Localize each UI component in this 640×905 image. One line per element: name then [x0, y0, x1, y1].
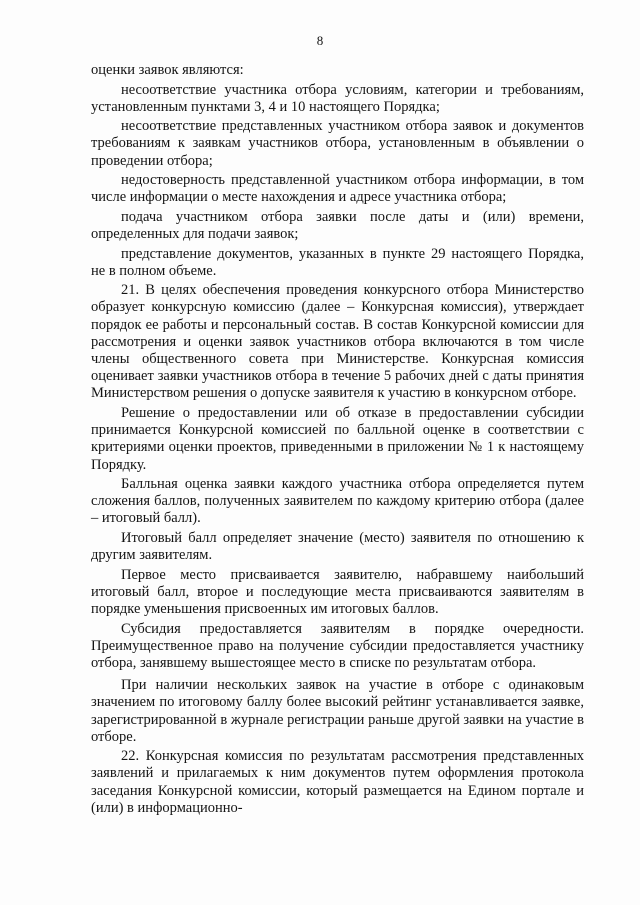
document-body — [91, 62, 584, 819]
paragraph-place-assignment: Первое место присваивается заявителю, набравшему наибольший итоговый балл, второе и последующие места присваиваются заявителям в порядке уменьшения присвоенных им итоговых баллов. — [91, 566, 584, 618]
page-number: 8 — [316, 33, 324, 48]
paragraph-final-score-rank: Итоговый балл определяет значение (место) заявителя по отношению к другим заявителям. — [91, 529, 584, 564]
paragraph-intro-continuation: оценки заявок являются: — [91, 62, 244, 78]
paragraph-decision-scoring: Решение о предоставлении или об отказе в предоставлении субсидии принимается Конкурсной комиссией по балльной оценке в соответствии с критериями оценки проектов, приведенными в приложении № 1 к настоящему Порядку. — [91, 404, 584, 473]
paragraph-clause-21: 21. В целях обеспечения проведения конкурсного отбора Министерство образует конкурсную комиссию (далее – Конкурсная комиссия), утверждает порядок ее работы и персональный состав. В состав Конкурсной комиссии для рассмотрения и оценки заявок участников отбора включаются в том числе члены общественного совета при Министерстве. Конкурсная комиссия оценивает заявки участников отбора в течение 5 рабочих дней с даты принятия Министерством решения о допуске заявителя к участию в конкурсном отборе. — [91, 282, 584, 402]
paragraph-reason-late-submission: подача участником отбора заявки после даты и (или) времени, определенных для подачи заявок; — [91, 208, 584, 243]
paragraph-reason-incomplete-documents: представление документов, указанных в пункте 29 настоящего Порядка, не в полном объеме. — [91, 245, 584, 279]
paragraph-reason-noncompliance-documents: несоответствие представленных участником отбора заявок и документов требованиям к заявкам участников отбора, установленным в объявлении о проведении отбора; — [91, 118, 584, 169]
paragraph-score-summation: Балльная оценка заявки каждого участника отбора определяется путем сложения баллов, полученных заявителем по каждому критерию отбора (далее – итоговый балл). — [91, 476, 584, 527]
paragraph-reason-noncompliance-participant: несоответствие участника отбора условиям, категории и требованиям, установленным пунктами 3, 4 и 10 настоящего Порядка; — [91, 81, 584, 115]
paragraph-clause-22: 22. Конкурсная комиссия по результатам рассмотрения представленных заявлений и прилагаемых к ним документов путем оформления протокола заседания Конкурсной комиссии, который размещается на Едином портале и (или) в информационно- — [91, 748, 584, 816]
paragraph-equal-score-rule: При наличии нескольких заявок на участие в отборе с одинаковым значением по итоговому баллу более высокий рейтинг устанавливается заявке, зарегистрированной в журнале регистрации раньше другой заявки на участие в отборе. — [91, 677, 584, 745]
paragraph-subsidy-priority: Субсидия предоставляется заявителям в порядке очередности. Преимущественное право на получение субсидии предоставляется участнику отбора, занявшему вышестоящее место в списке по результатам отбора. — [91, 620, 584, 671]
paragraph-reason-false-information: недостоверность представленной участником отбора информации, в том числе информации о месте нахождения и адресе участника отбора; — [91, 172, 584, 206]
